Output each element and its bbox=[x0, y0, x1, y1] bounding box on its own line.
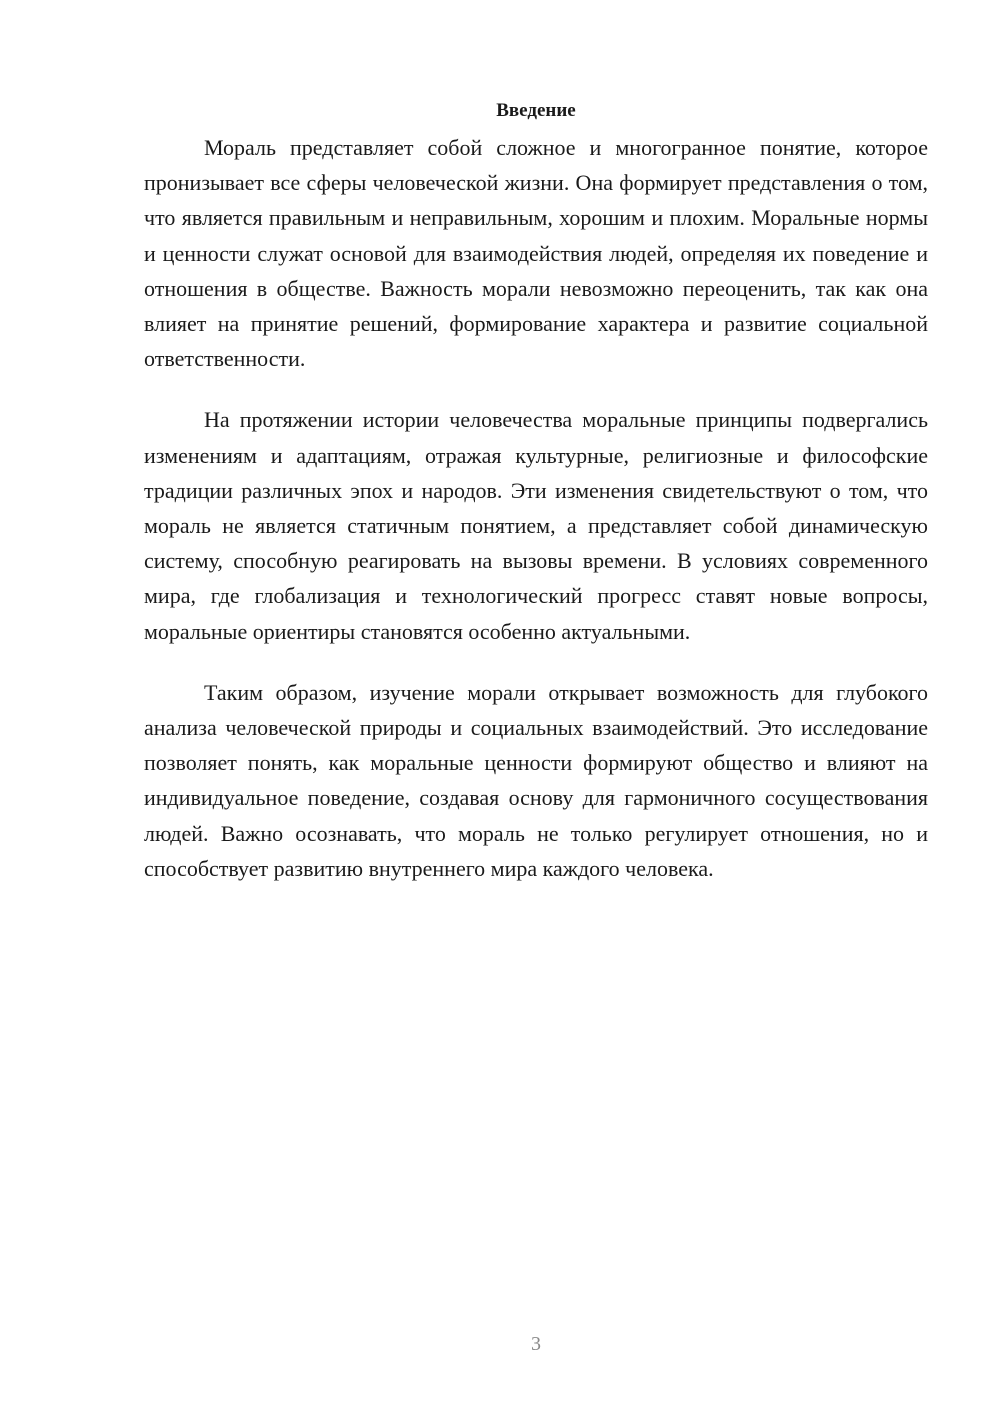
paragraph-3: Таким образом, изучение морали открывает возможность для глубокого анализа человеческой природы и социальных взаимодействий. Это исследование позволяет понять, как моральные ценности формируют общество и влияют на индивидуальное поведение, создавая основу для гармоничного сосуществования людей. Важно осознавать, что мораль не только регулирует отношения, но и способствует развитию внутреннего мира каждого человека. bbox=[144, 679, 928, 881]
page-number: 3 bbox=[531, 1333, 541, 1355]
paragraph-1: Мораль представляет собой сложное и многогранное понятие, которое пронизывает все сферы человеческой жизни. Она формирует представления о том, что является правильным и неправильным, хорошим и плохим. Моральные нормы и ценности служат основой для взаимодействия людей, определяя их поведение и отношения в обществе. Важность морали невозможно переоценить, так как она влияет на принятие решений, формирование характера и развитие социальной ответственности. bbox=[144, 135, 928, 372]
section-title: Введение bbox=[496, 100, 576, 121]
paragraph-2: На протяжении истории человечества моральные принципы подвергались изменениям и адаптациям, отражая культурные, религиозные и философские традиции различных эпох и народов. Эти изменения свидетельствуют о том, что мораль не является статичным понятием, а представляет собой динамическую систему, способную реагировать на вызовы времени. В условиях современного мира, где глобализация и технологический прогресс ставят новые вопросы, моральные ориентиры становятся особенно актуальными. bbox=[144, 407, 928, 644]
page-content bbox=[144, 96, 928, 912]
